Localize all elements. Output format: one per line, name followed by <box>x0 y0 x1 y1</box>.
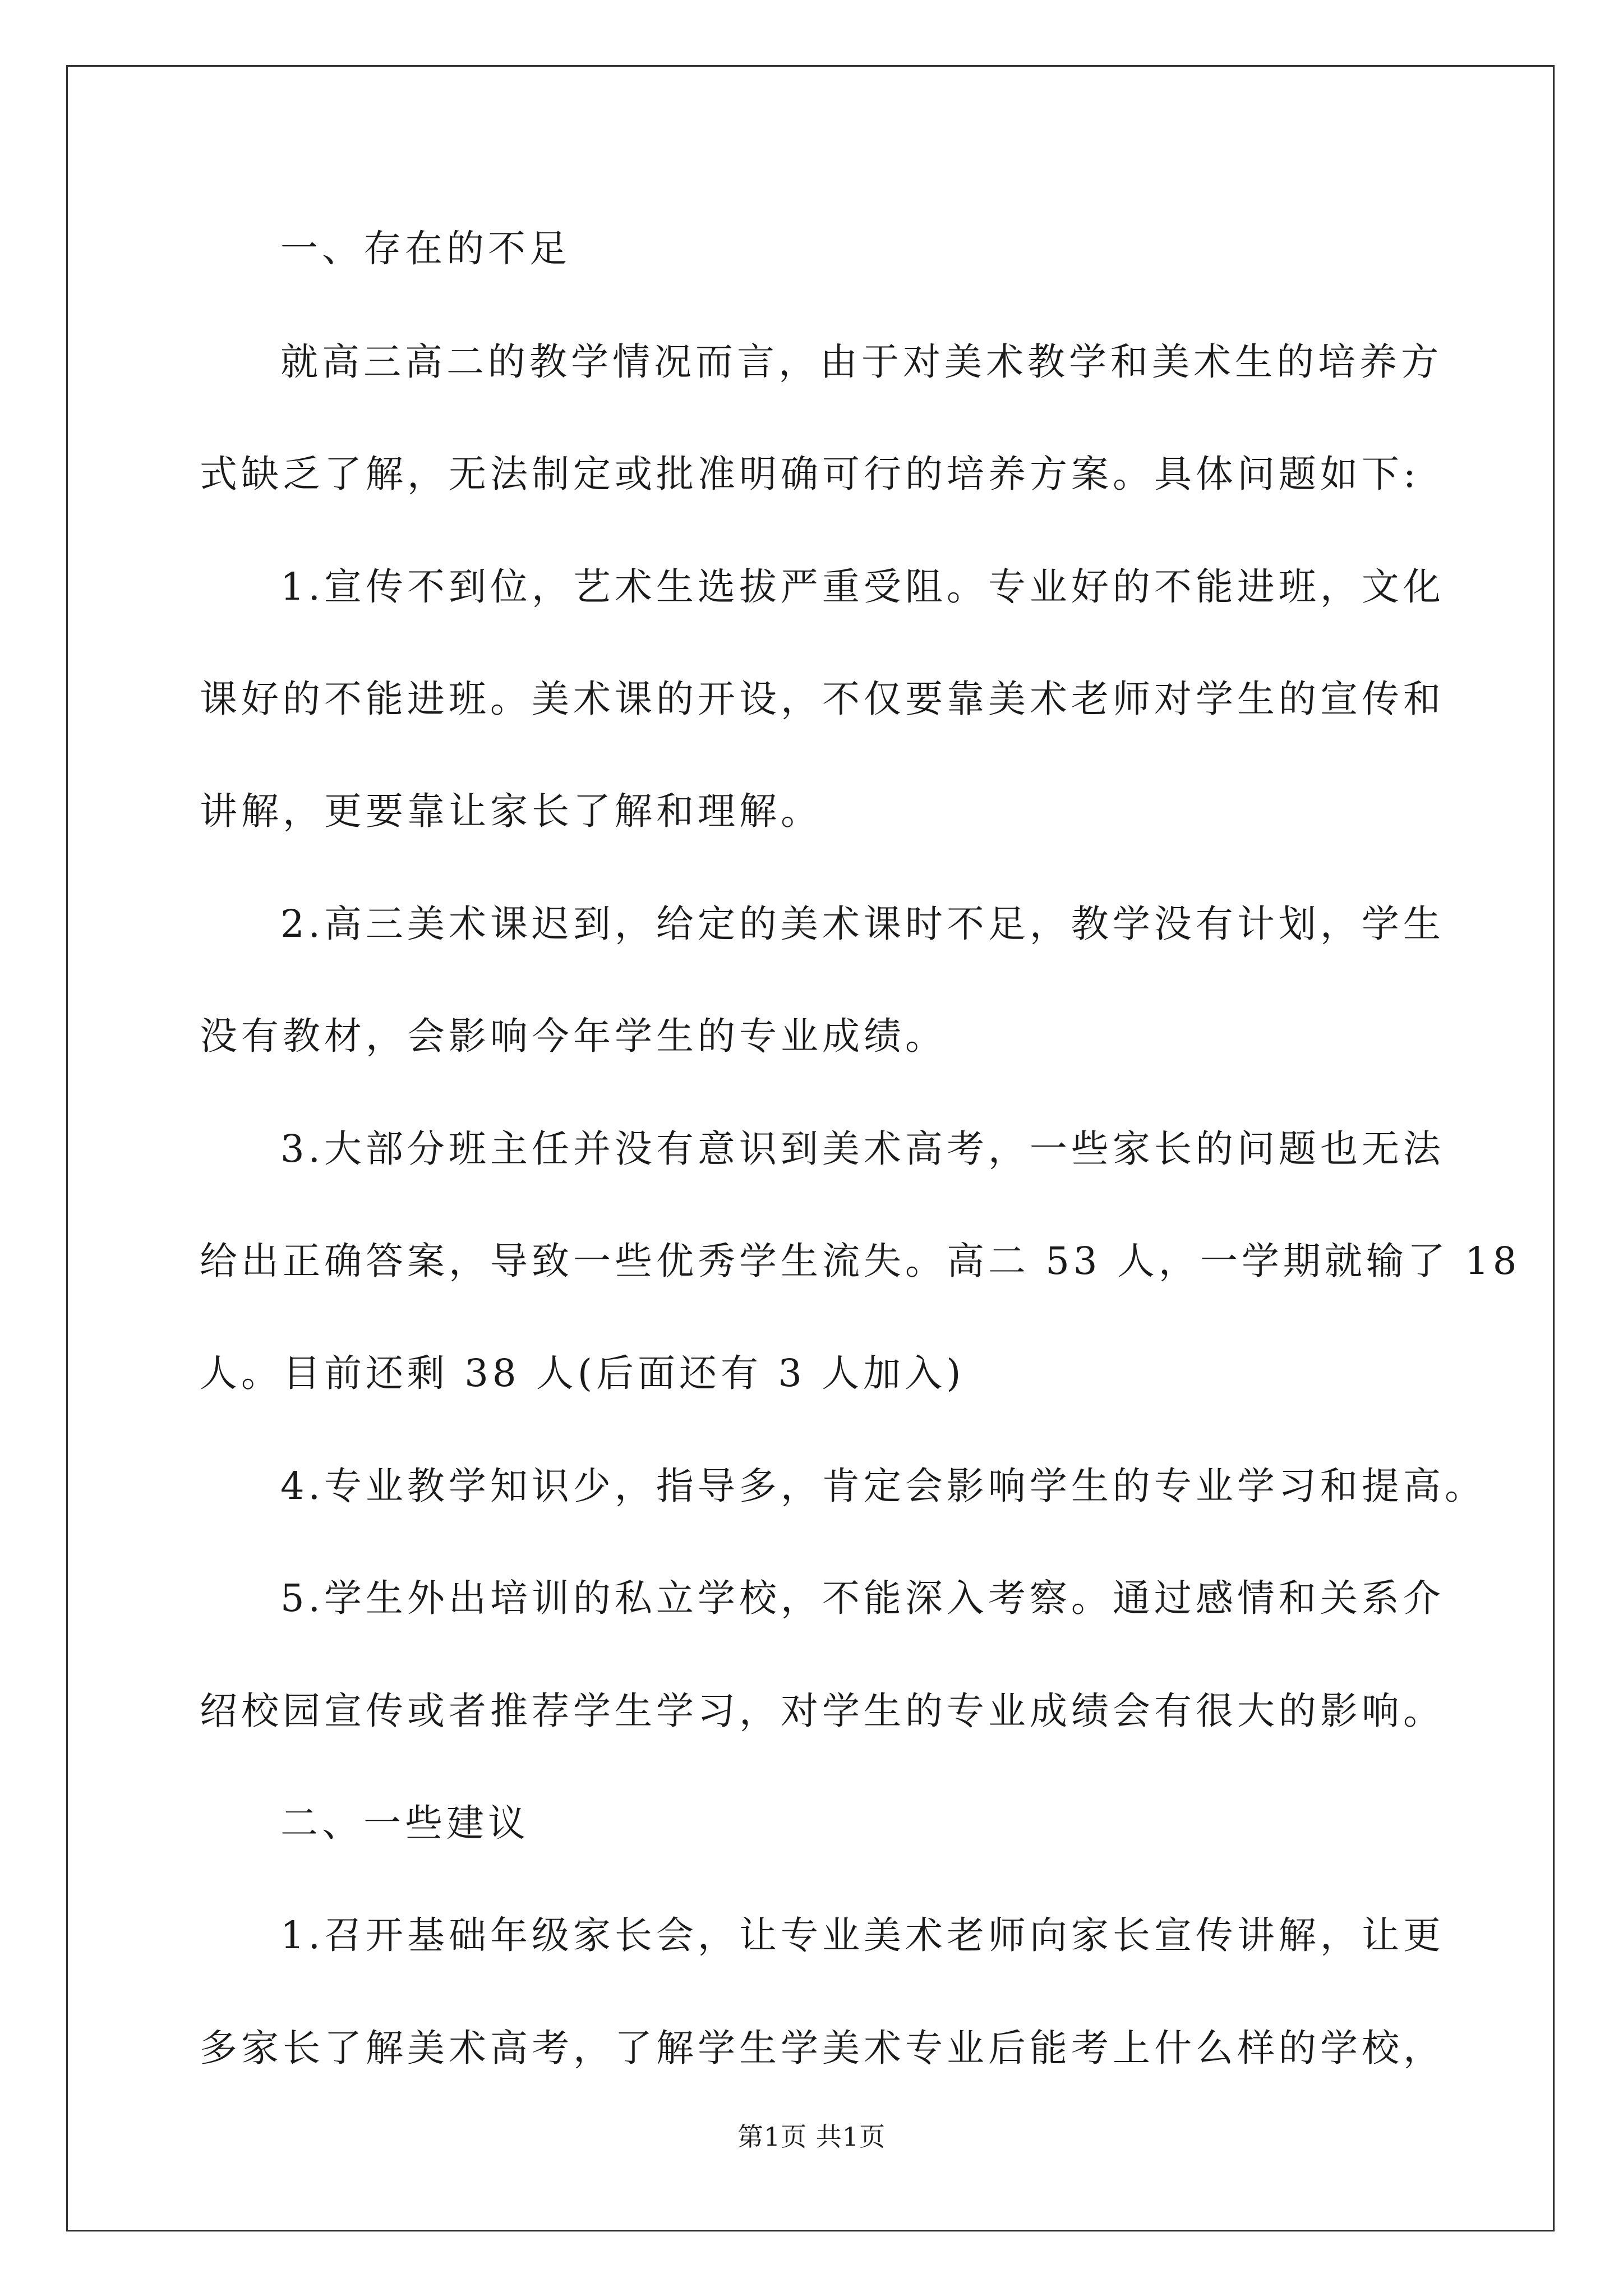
paragraph-line: 4.专业教学知识少，指导多，肯定会影响学生的专业学习和提高。 <box>280 1464 1486 1508</box>
paragraph-line: 就高三高二的教学情况而言，由于对美术教学和美术生的培养方 <box>280 340 1442 384</box>
paragraph-line: 1.宣传不到位，艺术生选拔严重受阻。专业好的不能进班，文化 <box>280 565 1445 609</box>
paragraph-line: 多家长了解美术高考，了解学生学美术专业后能考上什么样的学校， <box>200 2026 1445 2070</box>
paragraph-line: 式缺乏了解，无法制定或批准明确可行的培养方案。具体问题如下: <box>200 452 1420 496</box>
paragraph-line: 3.大部分班主任并没有意识到美术高考，一些家长的问题也无法 <box>280 1127 1445 1171</box>
section-heading-1: 一、存在的不足 <box>280 227 571 270</box>
paragraph-line: 2.高三美术课迟到，给定的美术课时不足，教学没有计划，学生 <box>280 902 1445 946</box>
section-heading-2: 二、一些建议 <box>280 1801 529 1845</box>
paragraph-line: 课好的不能进班。美术课的开设，不仅要靠美术老师对学生的宣传和 <box>200 677 1445 721</box>
page-number-footer: 第1页 共1页 <box>737 2122 886 2152</box>
paragraph-line: 讲解，更要靠让家长了解和理解。 <box>200 789 822 833</box>
paragraph-line: 没有教材，会影响今年学生的专业成绩。 <box>200 1014 947 1058</box>
paragraph-line: 给出正确答案，导致一些优秀学生流失。高二 53 人，一学期就输了 18 <box>200 1239 1521 1283</box>
paragraph-line: 1.召开基础年级家长会，让专业美术老师向家长宣传讲解，让更 <box>280 1913 1445 1957</box>
paragraph-line: 5.学生外出培训的私立学校，不能深入考察。通过感情和关系介 <box>280 1576 1445 1620</box>
paragraph-line: 人。目前还剩 38 人(后面还有 3 人加入) <box>200 1351 965 1395</box>
paragraph-line: 绍校园宣传或者推荐学生学习，对学生的专业成绩会有很大的影响。 <box>200 1689 1445 1733</box>
